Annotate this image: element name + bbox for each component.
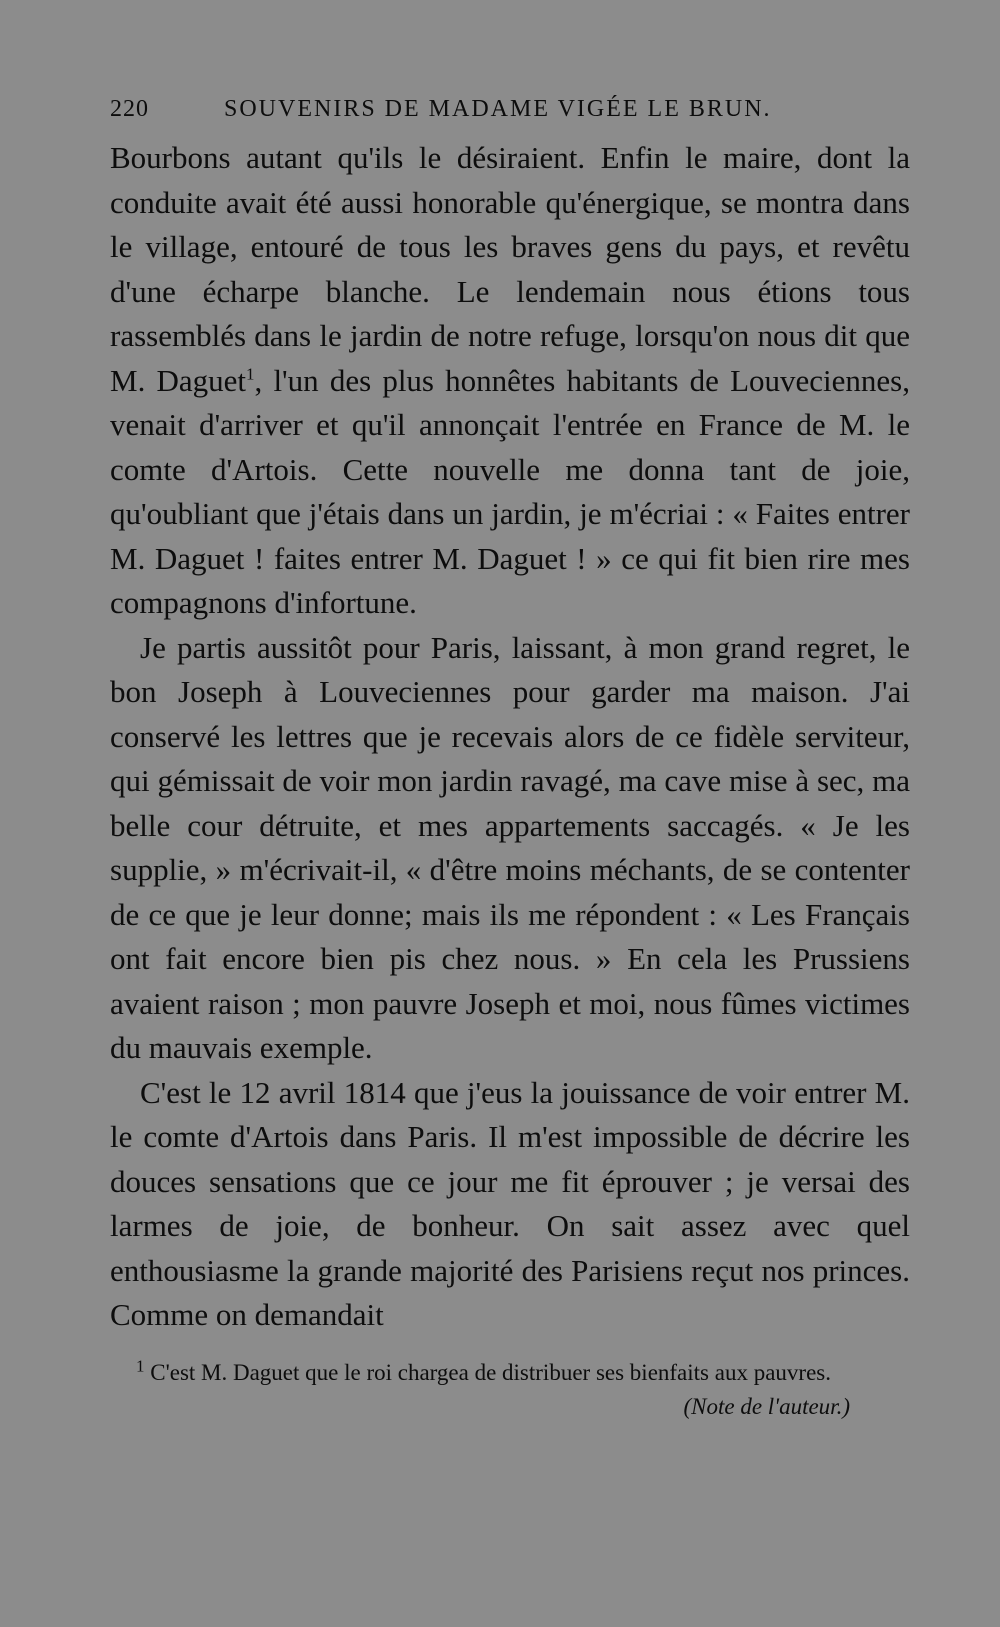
- page-number: 220: [110, 96, 149, 122]
- footnote-reference: 1: [246, 364, 255, 384]
- footnote-attribution: (Note de l'auteur.): [683, 1393, 850, 1419]
- footnotes: [110, 1355, 910, 1419]
- body-text: [110, 136, 910, 1338]
- paragraph-2: Je partis aussitôt pour Paris, laissant, à mon grand regret, le bon Joseph à Louveciennes pour garder ma maison. J'ai conservé les lettres que je recevais alors de ce fidèle serviteur, qui gémissait de voir mon jardin ravagé, ma cave mise à sec, ma belle cour détruite, et mes appartements saccagés. « Je les supplie, » m'écrivait-il, « d'être moins méchants, de se contenter de ce que je leur donne; mais ils me répondent : « Les Français ont fait encore bien pis chez nous. » En cela les Prussiens avaient raison ; mon pauvre Joseph et moi, nous fûmes victimes du mauvais exemple.: [110, 629, 910, 1065]
- book-page: [110, 96, 910, 1424]
- running-head: [110, 96, 910, 136]
- running-title: SOUVENIRS DE MADAME VIGÉE LE BRUN.: [224, 96, 772, 122]
- footnote-marker: 1: [136, 1355, 145, 1375]
- paragraph-1: [110, 136, 910, 626]
- footnote-text: C'est M. Daguet que le roi chargea de distribuer ses bienfaits aux pauvres.: [150, 1359, 831, 1385]
- paragraph-3: C'est le 12 avril 1814 que j'eus la jouissance de voir entrer M. le comte d'Artois dans Paris. Il m'est impossible de décrire les douces sensations que ce jour me fit éprouver ; je versai des larmes de joie, de bonheur. On sait assez avec quel enthousiasme la grande majorité des Parisiens reçut nos princes. Comme on demandait: [110, 1074, 910, 1332]
- paragraph-1-text-b: , l'un des plus honnêtes habitants de Louveciennes, venait d'arriver et qu'il annonçait l'entrée en France de M. le comte d'Artois. Cette nouvelle me donna tant de joie, qu'oubliant que j'étais dans un jardin, je m'écriai : « Faites entrer M. Daguet ! faites entrer M. Daguet ! » ce qui fit bien rire mes compagnons d'infortune.: [110, 362, 910, 620]
- paragraph-1-text-a: Bourbons autant qu'ils le désiraient. Enfin le maire, dont la conduite avait été aussi honorable qu'énergique, se montra dans le village, entouré de tous les braves gens du pays, et revêtu d'une écharpe blanche. Le lendemain nous étions tous rassemblés dans le jardin de notre refuge, lorsqu'on nous dit que M. Daguet: [110, 140, 910, 398]
- footnote: [110, 1355, 910, 1419]
